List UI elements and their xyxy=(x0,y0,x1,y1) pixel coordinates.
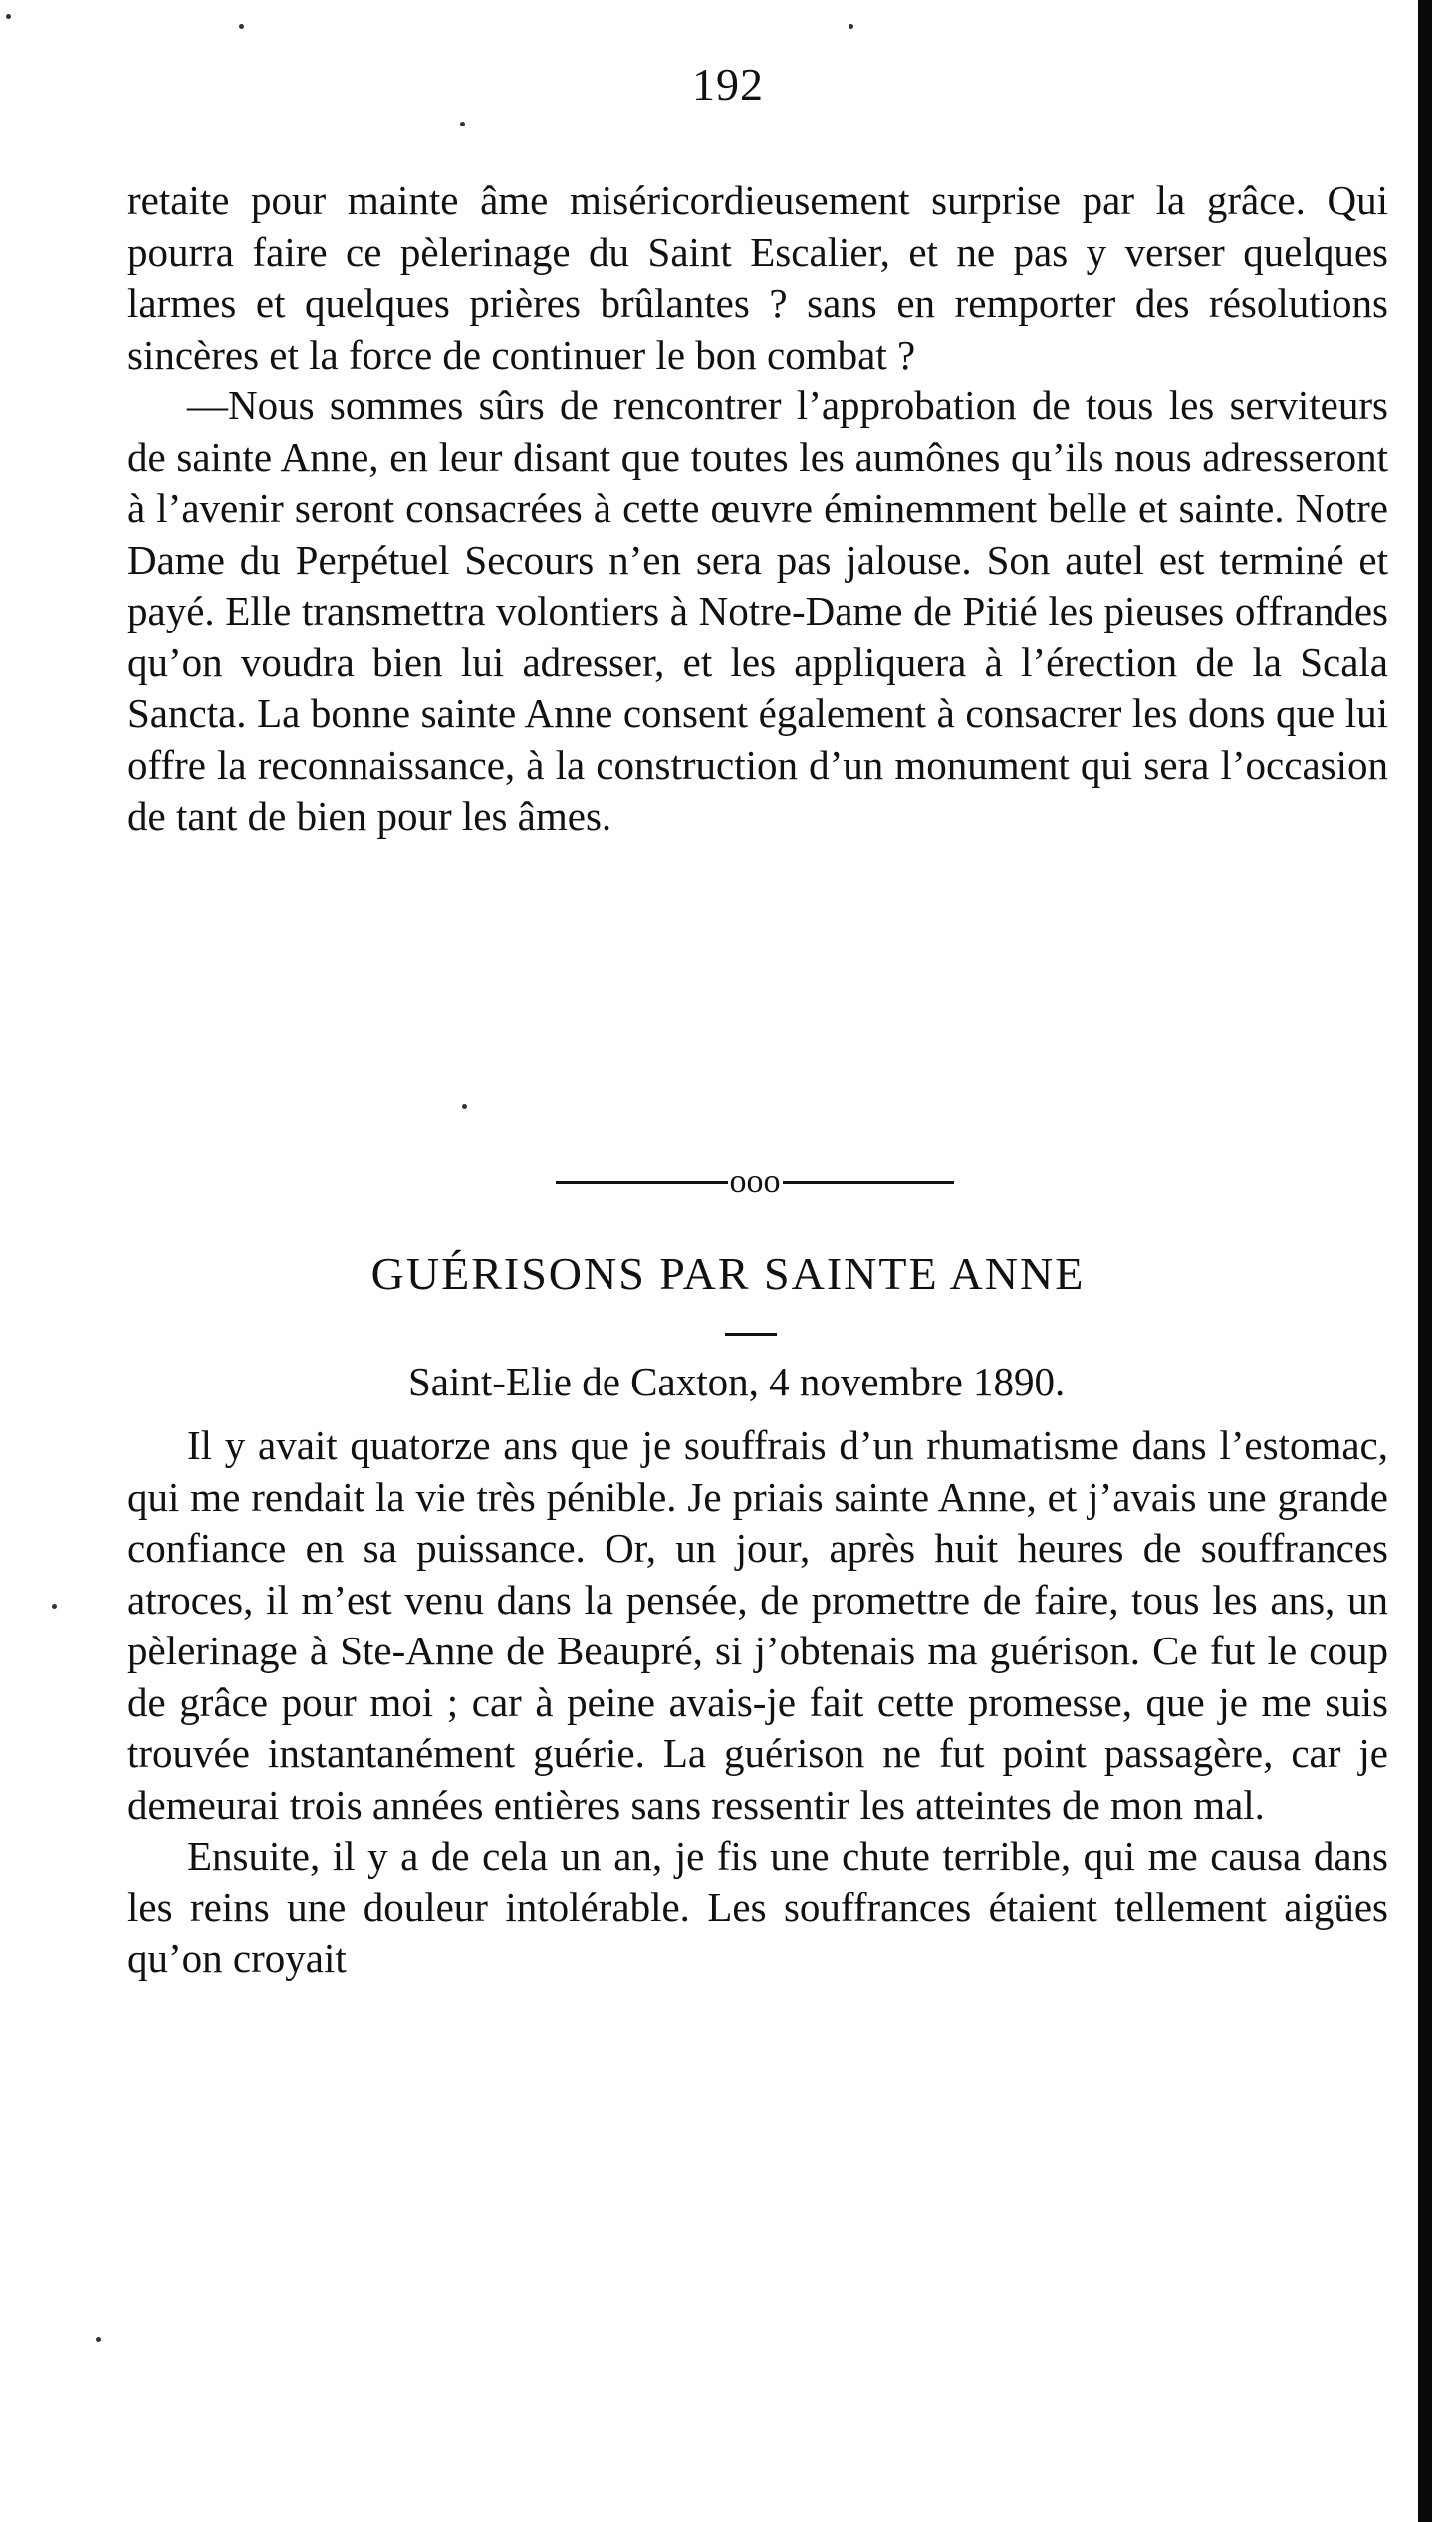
page-number: 192 xyxy=(692,59,764,110)
scan-speck xyxy=(6,14,11,19)
separator-rule-right xyxy=(783,1181,955,1184)
testimony-paragraph-1: Il y avait quatorze ans que je souffrais d’un rhumatisme dans l’estomac, qui me rendait la vie très pénible. Je priais sainte Anne, et j’avais une grande confiance en sa puissance. Or, un jour, après huit heures de souffrances atroces, il m’est venu dans la pensée, de promettre de faire, tous les ans, un pèlerinage à Ste-Anne de Beaupré, si j’obtenais ma guérison. Ce fut le coup de grâce pour moi ; car à peine avais-je fait cette promesse, que je me suis trouvée instantanément guérie. La guérison ne fut point passagère, car je demeurai trois années entières sans ressentir les atteintes de mon mal. xyxy=(127,1422,1388,1828)
scan-speck xyxy=(849,24,853,29)
intro-paragraph-1: retaite pour mainte âme miséricordieusement surprise par la grâce. Qui pourra faire ce pèlerinage du Saint Escalier, et ne pas y verser quelques larmes et quelques prières brûlantes ? sans en remporter des résolutions sincères et la force de continuer le bon combat ? xyxy=(127,177,1388,378)
title-underline-rule xyxy=(725,1333,777,1336)
intro-paragraph-2: —Nous sommes sûrs de rencontrer l’approbation de tous les serviteurs de sainte Anne, en leur disant que toutes les aumônes qu’ils nous adresseront à l’avenir seront consacrées à cette œuvre éminemment belle et sainte. Notre Dame du Perpétuel Secours n’en sera pas jalouse. Son autel est terminé et payé. Elle transmettra volontiers à Notre-Dame de Pitié les pieuses offrandes qu’on voudra bien lui adresser, et les appliquera à l’érection de la Scala Sancta. La bonne sainte Anne consent également à consacrer les dons que lui offre la reconnaissance, à la construction d’un monument qui sera l’occasion de tant de bien pour les âmes. xyxy=(127,382,1388,839)
testimony-paragraph-2: Ensuite, il y a de cela un an, je fis une chute terrible, qui me causa dans les reins une douleur intolérable. Les souffrances étaient tellement aigües qu’on croyait xyxy=(127,1833,1388,1981)
scan-speck xyxy=(460,122,465,126)
scan-speck xyxy=(239,24,244,29)
intro-text xyxy=(127,175,1388,843)
separator-rule-left xyxy=(556,1181,728,1184)
section-title: GUÉRISONS PAR SAINTE ANNE xyxy=(370,1248,1086,1299)
scan-speck xyxy=(462,1104,467,1109)
dateline: Saint-Elie de Caxton, 4 novembre 1890. xyxy=(408,1359,1066,1404)
separator-mark: ooo xyxy=(729,1163,781,1200)
section-separator xyxy=(556,1157,954,1207)
scan-speck xyxy=(96,2337,101,2342)
testimony-text xyxy=(127,1420,1388,1985)
scan-speck xyxy=(52,1604,57,1609)
